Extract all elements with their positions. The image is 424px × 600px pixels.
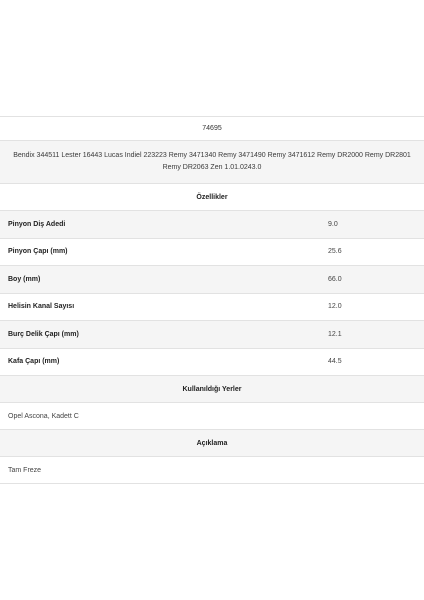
usage-text: Opel Ascona, Kadett C [0,403,424,430]
description-text: Tam Freze [0,457,424,484]
spec-name: Kafa Çapı (mm) [8,358,60,366]
spec-name: Pinyon Diş Adedi [8,220,66,228]
spec-name: Boy (mm) [8,275,41,283]
spec-value: 12.0 [328,303,342,311]
spec-name: Burç Delik Çapı (mm) [8,330,79,338]
spec-row [0,211,424,239]
spec-value: 25.6 [328,248,342,256]
description-heading: Açıklama [0,430,424,457]
spec-value: 9.0 [328,220,338,228]
spec-row [0,294,424,322]
usage-heading: Kullanıldığı Yerler [0,376,424,403]
product-spec-table [0,116,424,484]
spec-value: 44.5 [328,358,342,366]
spec-name: Helisin Kanal Sayısı [8,303,75,311]
spec-row [0,266,424,294]
cross-reference-list: Bendix 344511 Lester 16443 Lucas Indiel 223223 Remy 3471340 Remy 3471490 Remy 3471612 Remy DR2000 Remy DR2801 Remy DR2063 Zen 1.01.0243.0 [0,141,424,184]
product-code: 74695 [0,116,424,141]
spec-row [0,239,424,267]
spec-value: 12.1 [328,330,342,338]
spec-row [0,349,424,377]
spec-value: 66.0 [328,275,342,283]
spec-name: Pinyon Çapı (mm) [8,248,68,256]
specs-heading: Özellikler [0,184,424,211]
spec-row [0,321,424,349]
